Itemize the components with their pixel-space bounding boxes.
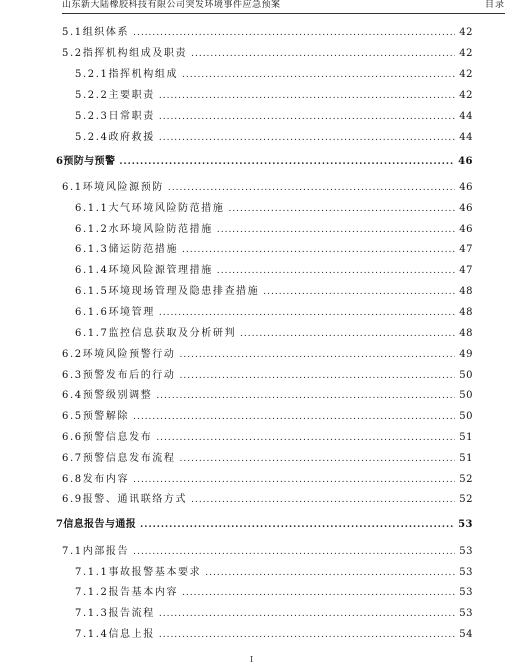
toc-entry-6-1-6 — [75, 307, 473, 319]
toc-chapter-6 — [56, 156, 473, 168]
toc-entry-page: 47 — [459, 244, 473, 255]
toc-leader-dots — [140, 519, 454, 531]
toc-entry-page: 42 — [459, 27, 473, 38]
toc-entry-5-2-2 — [75, 90, 473, 102]
toc-entry-label: 6.8发布内容 — [62, 474, 130, 485]
toc-entry-label: 6.1.7监控信息获取及分析研判 — [75, 328, 237, 339]
toc-entry-6-4 — [62, 390, 473, 402]
toc-entry-7-1-1 — [75, 567, 473, 579]
toc-entry-page: 50 — [459, 390, 473, 401]
toc-entry-label: 5.2.4政府救援 — [75, 132, 155, 143]
section-title: 目录 — [484, 0, 505, 10]
page-number: I — [250, 655, 254, 664]
toc-entry-6-6 — [62, 432, 473, 444]
toc-entry-6-5 — [62, 411, 473, 423]
toc-entry-page: 53 — [459, 608, 473, 619]
toc-entry-page: 44 — [459, 111, 473, 122]
toc-entry-page: 48 — [459, 328, 473, 339]
toc-entry-page: 48 — [459, 307, 473, 318]
toc-entry-page: 42 — [459, 48, 473, 59]
document-title: 山东新大陆橡胶科技有限公司突发环境事件应急预案 — [62, 0, 281, 10]
toc-entry-7-1-3 — [75, 608, 473, 620]
toc-leader-dots — [119, 156, 454, 168]
toc-leader-dots — [217, 224, 455, 236]
toc-entry-page: 53 — [459, 546, 473, 557]
toc-entry-5-2 — [62, 48, 473, 60]
toc-leader-dots — [191, 48, 455, 60]
toc-entry-label: 6.4预警级别调整 — [62, 390, 153, 401]
toc-entry-label: 6.5预警解除 — [62, 411, 130, 422]
toc-entry-label: 5.2.3日常职责 — [75, 111, 155, 122]
toc-leader-dots — [159, 111, 455, 123]
toc-entry-page: 53 — [458, 519, 473, 530]
toc-leader-dots — [159, 90, 455, 102]
toc-entry-label: 6.1.2水环境风险防范措施 — [75, 224, 213, 235]
toc-entry-page: 51 — [459, 432, 473, 443]
toc-entry-6-2 — [62, 349, 473, 361]
toc-leader-dots — [159, 629, 455, 641]
toc-leader-dots — [133, 411, 455, 423]
toc-entry-5-1 — [62, 27, 473, 39]
toc-entry-label: 6.7预警信息发布流程 — [62, 453, 176, 464]
toc-leader-dots — [180, 453, 456, 465]
toc-leader-dots — [217, 265, 455, 277]
toc-entry-page: 42 — [459, 90, 473, 101]
toc-entry-6-9 — [62, 494, 473, 506]
toc-entry-label: 7.1.4信息上报 — [75, 629, 155, 640]
toc-leader-dots — [182, 244, 455, 256]
toc-leader-dots — [133, 474, 455, 486]
toc-entry-page: 48 — [459, 286, 473, 297]
toc-entry-6-1-3 — [75, 244, 473, 256]
toc-leader-dots — [156, 390, 455, 402]
toc-entry-label: 7信息报告与通报 — [56, 519, 137, 530]
toc-entry-label: 7.1.1事故报警基本要求 — [75, 567, 202, 578]
page-header — [62, 0, 505, 14]
toc-leader-dots — [133, 546, 455, 558]
toc-leader-dots — [228, 203, 455, 215]
toc-leader-dots — [133, 27, 455, 39]
toc-entry-6-1-1 — [75, 203, 473, 215]
toc-entry-6-1-5 — [75, 286, 473, 298]
toc-entry-label: 6.1.4环境风险源管理措施 — [75, 265, 213, 276]
toc-entry-page: 46 — [458, 156, 473, 167]
toc-entry-page: 53 — [459, 567, 473, 578]
toc-entry-label: 6预防与预警 — [56, 156, 116, 167]
toc-leader-dots — [263, 286, 455, 298]
toc-leader-dots — [156, 432, 455, 444]
toc-leader-dots — [182, 587, 455, 599]
toc-entry-label: 6.3预警发布后的行动 — [62, 370, 176, 381]
toc-entry-page: 52 — [459, 474, 473, 485]
toc-leader-dots — [159, 132, 455, 144]
toc-entry-7-1-4 — [75, 629, 473, 641]
toc-entry-label: 5.2.2主要职责 — [75, 90, 155, 101]
toc-entry-page: 46 — [459, 182, 473, 193]
toc-chapter-7 — [56, 519, 473, 531]
toc-entry-label: 6.9报警、通讯联络方式 — [62, 494, 188, 505]
toc-entry-5-2-4 — [75, 132, 473, 144]
toc-leader-dots — [180, 370, 456, 382]
toc-entry-6-1-7 — [75, 328, 473, 340]
toc-entry-label: 7.1内部报告 — [62, 546, 130, 557]
toc-entry-7-1-2 — [75, 587, 473, 599]
toc-entry-label: 6.1.6环境管理 — [75, 307, 155, 318]
toc-leader-dots — [159, 608, 455, 620]
toc-entry-label: 6.1.5环境现场管理及隐患排查措施 — [75, 286, 260, 297]
toc-entry-label: 5.2.1指挥机构组成 — [75, 69, 179, 80]
toc-entry-5-2-3 — [75, 111, 473, 123]
toc-leader-dots — [191, 494, 455, 506]
toc-entry-page: 46 — [459, 224, 473, 235]
toc-entry-page: 51 — [459, 453, 473, 464]
toc-entry-label: 6.6预警信息发布 — [62, 432, 153, 443]
toc-entry-page: 47 — [459, 265, 473, 276]
toc-entry-6-1 — [62, 182, 473, 194]
toc-leader-dots — [168, 182, 455, 194]
toc-entry-6-8 — [62, 474, 473, 486]
toc-entry-label: 6.1.3储运防范措施 — [75, 244, 179, 255]
toc-entry-page: 44 — [459, 132, 473, 143]
toc-entry-label: 6.2环境风险预警行动 — [62, 349, 176, 360]
toc-entry-7-1 — [62, 546, 473, 558]
toc-entry-page: 46 — [459, 203, 473, 214]
toc-entry-page: 50 — [459, 411, 473, 422]
toc-leader-dots — [240, 328, 455, 340]
toc-entry-label: 7.1.2报告基本内容 — [75, 587, 179, 598]
toc-entry-5-2-1 — [75, 69, 473, 81]
toc-entry-label: 6.1.1大气环境风险防范措施 — [75, 203, 225, 214]
toc-entry-page: 54 — [459, 629, 473, 640]
toc-entry-6-1-2 — [75, 224, 473, 236]
toc-entry-label: 5.1组织体系 — [62, 27, 130, 38]
toc-leader-dots — [205, 567, 455, 579]
toc-entry-page: 50 — [459, 370, 473, 381]
toc-entry-6-3 — [62, 370, 473, 382]
toc-leader-dots — [180, 349, 456, 361]
toc-entry-page: 53 — [459, 587, 473, 598]
toc-entry-6-7 — [62, 453, 473, 465]
toc-leader-dots — [159, 307, 455, 319]
toc-entry-label: 5.2指挥机构组成及职责 — [62, 48, 188, 59]
toc-entry-label: 6.1环境风险源预防 — [62, 182, 164, 193]
toc-entry-page: 49 — [459, 349, 473, 360]
toc-entry-6-1-4 — [75, 265, 473, 277]
toc-entry-page: 42 — [459, 69, 473, 80]
toc-entry-label: 7.1.3报告流程 — [75, 608, 155, 619]
toc-leader-dots — [182, 69, 455, 81]
toc-entry-page: 52 — [459, 494, 473, 505]
